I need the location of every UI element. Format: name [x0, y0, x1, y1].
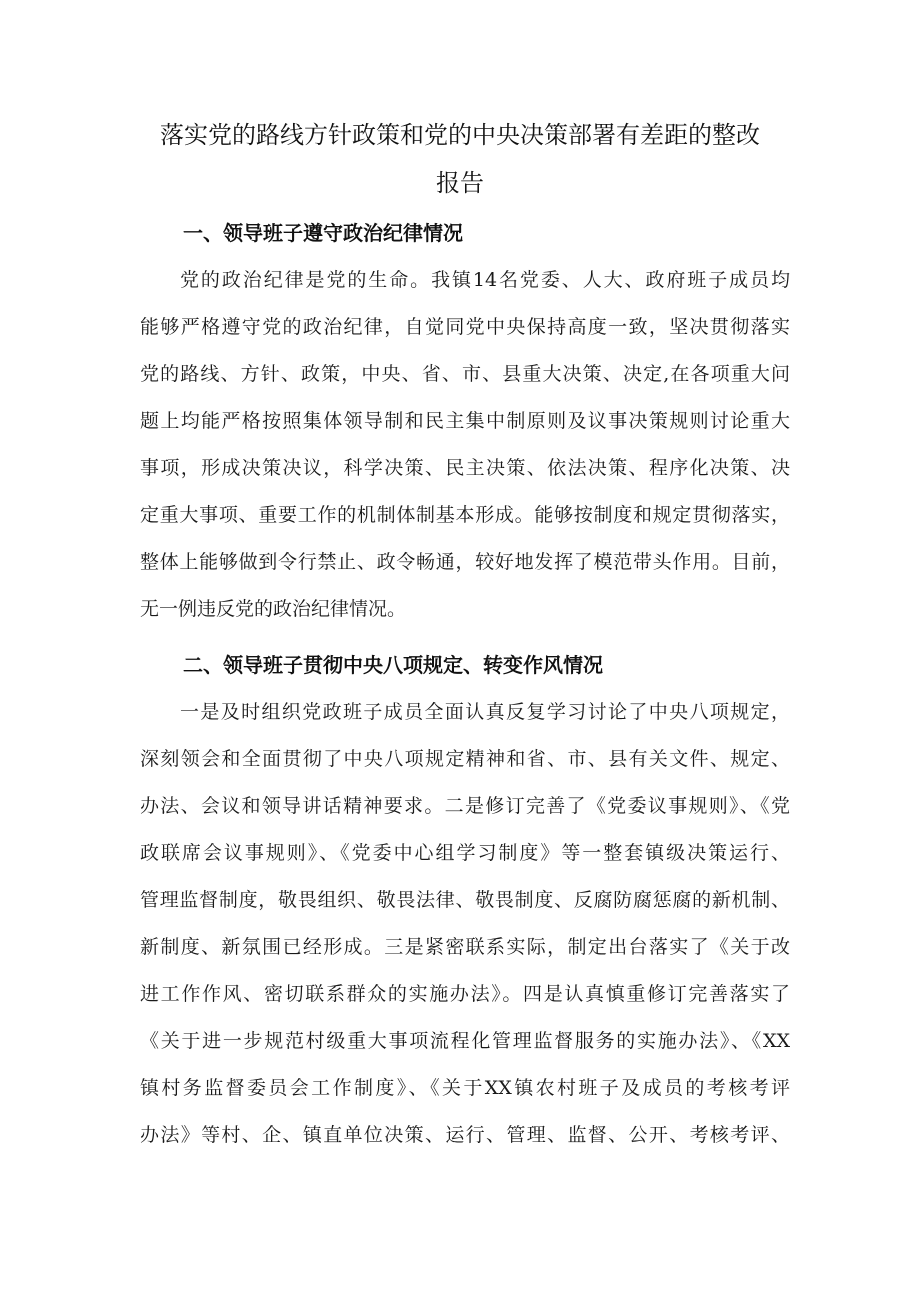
paragraph-line: 镇村务监督委员会工作制度》、《关于XX镇农村班子及成员的考核考评 — [140, 1077, 790, 1099]
document-title-line-2: 报告 — [436, 169, 484, 197]
paragraph-line: 一是及时组织党政班子成员全面认真反复学习讨论了中央八项规定， — [180, 701, 790, 723]
paragraph-line: 深刻领会和全面贯彻了中央八项规定精神和省、市、县有关文件、规定、 — [140, 748, 790, 770]
paragraph-line: 进工作作风、密切联系群众的实施办法》。四是认真慎重修订完善落实了 — [140, 983, 790, 1005]
section-2-paragraph — [140, 689, 790, 1159]
document-title-line-1: 落实党的路线方针政策和党的中央决策部署有差距的整改 — [160, 121, 760, 149]
paragraph-line: 能够严格遵守党的政治纪律，自觉同党中央保持高度一致，坚决贯彻落实 — [140, 316, 790, 338]
paragraph-line: 办法》等村、企、镇直单位决策、运行、管理、监督、公开、考核考评、 — [140, 1124, 790, 1146]
paragraph-line: 事项，形成决策决议，科学决策、民主决策、依法决策、程序化决策、决 — [140, 457, 790, 479]
paragraph-line: 整体上能够做到令行禁止、政令畅通，较好地发挥了模范带头作用。目前， — [140, 551, 790, 573]
paragraph-line: 党的路线、方针、政策，中央、省、市、县重大决策、决定,在各项重大问 — [140, 363, 790, 385]
paragraph-line: 定重大事项、重要工作的机制体制基本形成。能够按制度和规定贯彻落实， — [140, 504, 790, 526]
paragraph-line: 党的政治纪律是党的生命。我镇14名党委、人大、政府班子成员均 — [180, 269, 790, 291]
section-1-paragraph — [140, 257, 790, 633]
paragraph-line: 无一例违反党的政治纪律情况。 — [140, 598, 407, 620]
section-2-heading: 二、领导班子贯彻中央八项规定、转变作风情况 — [183, 653, 603, 677]
paragraph-line: 新制度、新氛围已经形成。三是紧密联系实际，制定出台落实了《关于改 — [140, 936, 790, 958]
section-1-heading: 一、领导班子遵守政治纪律情况 — [183, 221, 463, 245]
paragraph-line: 政联席会议事规则》、《党委中心组学习制度》等一整套镇级决策运行、 — [140, 842, 790, 864]
paragraph-line: 办法、会议和领导讲话精神要求。二是修订完善了《党委议事规则》、《党 — [140, 795, 790, 817]
paragraph-line: 管理监督制度，敬畏组织、敬畏法律、敬畏制度、反腐防腐惩腐的新机制、 — [140, 889, 790, 911]
paragraph-line: 题上均能严格按照集体领导制和民主集中制原则及议事决策规则讨论重大 — [140, 410, 790, 432]
paragraph-line: 《关于进一步规范村级重大事项流程化管理监督服务的实施办法》、《XX — [140, 1030, 790, 1052]
